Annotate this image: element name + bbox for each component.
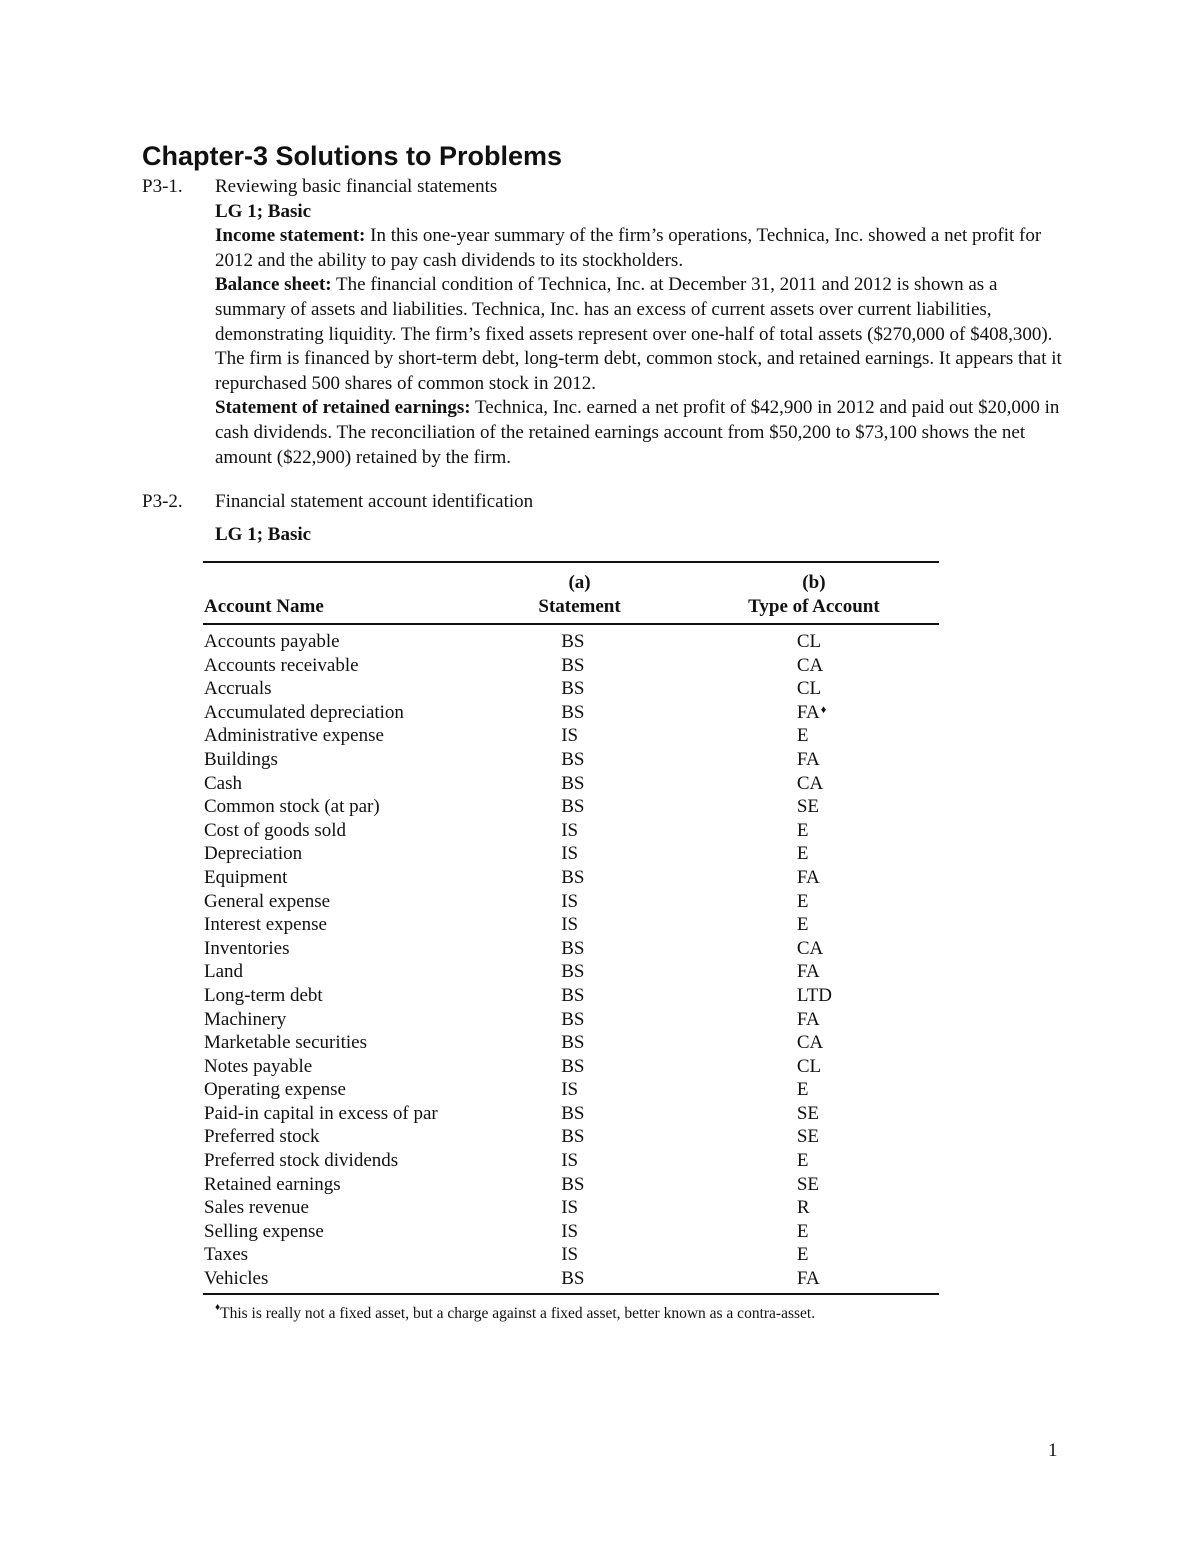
table-row [203, 724, 939, 748]
type-of-account-cell [689, 937, 939, 961]
problem-body [215, 175, 1062, 470]
type-of-account-cell [689, 795, 939, 819]
account-name-cell: Accounts receivable [204, 654, 359, 676]
type-of-account-value: FA [796, 1268, 820, 1290]
problem-number: P3-1. [142, 176, 183, 197]
problem-heading: Reviewing basic financial statements [215, 176, 498, 197]
type-of-account-value: E [796, 1079, 809, 1101]
problem-p3-2 [142, 490, 1062, 547]
table-row [203, 937, 939, 961]
account-name-cell: Accounts payable [204, 631, 340, 652]
account-name-cell: Land [204, 961, 244, 983]
account-name-cell: Cash [204, 772, 242, 794]
type-of-account-cell [689, 1125, 939, 1149]
paragraph-label: Balance sheet: [215, 274, 332, 296]
account-name-cell: Retained earnings [204, 1173, 341, 1195]
statement-cell: BS [561, 1055, 585, 1077]
table-row [203, 795, 939, 819]
table-row [203, 819, 939, 843]
problem-body [215, 490, 1062, 547]
account-name-cell: Long-term debt [204, 984, 323, 1006]
statement-cell: IS [561, 914, 579, 936]
footnote-text: This is really not a fixed asset, but a charge against a fixed asset, better known as a contra-asset. [220, 1305, 816, 1322]
type-of-account-value: FA [796, 1008, 820, 1030]
header-account-name: Account Name [203, 595, 470, 624]
account-name-cell: Preferred stock dividends [204, 1150, 399, 1172]
statement-cell: BS [561, 631, 585, 652]
type-of-account-value: SE [796, 1102, 820, 1124]
statement-cell: BS [561, 701, 585, 723]
statement-cell: IS [561, 1220, 579, 1242]
table-row [203, 866, 939, 890]
type-of-account-cell [689, 772, 939, 796]
type-of-account-cell [689, 842, 939, 866]
statement-cell: IS [561, 1150, 579, 1172]
statement-cell: BS [561, 1032, 585, 1054]
statement-cell: BS [470, 1267, 689, 1294]
table-row [203, 1102, 939, 1126]
type-of-account-value: E [796, 1150, 809, 1172]
type-of-account-value: E [796, 725, 809, 747]
type-of-account-value: FA [796, 866, 820, 888]
type-of-account-cell [689, 984, 939, 1008]
type-of-account-cell [689, 1149, 939, 1173]
account-name-cell: Cost of goods sold [204, 819, 346, 841]
statement-cell: IS [561, 843, 579, 865]
table-row [203, 1267, 939, 1294]
type-of-account-cell [689, 1078, 939, 1102]
problem-p3-1 [142, 175, 1062, 470]
type-of-account-value: LTD [796, 984, 833, 1006]
table-row [203, 1008, 939, 1032]
footnote [214, 1302, 816, 1323]
type-of-account-cell [689, 960, 939, 984]
account-name-cell: Machinery [204, 1008, 287, 1030]
diamond-icon: ♦ [215, 1302, 221, 1313]
statement-cell: BS [561, 866, 585, 888]
table-row [203, 1243, 939, 1267]
table-row [203, 677, 939, 701]
table-row [203, 624, 939, 654]
diamond-icon: ♦ [820, 703, 827, 716]
paragraph-text: The financial condition of Technica, Inc. at December 31, 2011 and 2012 is shown as a summary of assets and liabilities. Technica, Inc. has an excess of current assets over current liabilities, demonstrating liquidity. The firm’s fixed assets represent over one-half of total assets ($270,000 of $408,300). The firm is financed by short-term debt, long-term debt, common stock, and retained earnings. It appears that it repurchased 500 shares of common stock in 2012. [215, 274, 1062, 394]
type-of-account-value: E [796, 914, 809, 936]
type-of-account-value: E [796, 1244, 809, 1266]
type-of-account-value: FA [796, 701, 820, 723]
header-statement: Statement [470, 595, 689, 624]
account-name-cell: Accruals [204, 678, 272, 700]
header-spacer [203, 562, 470, 595]
account-name-cell: Equipment [204, 866, 288, 888]
statement-cell: IS [561, 725, 579, 747]
type-of-account-cell [689, 1267, 939, 1294]
statement-cell: BS [561, 1008, 585, 1030]
header-type-of-account: Type of Account [689, 595, 939, 624]
statement-cell: BS [561, 748, 585, 770]
learning-goal: LG 1; Basic [215, 200, 312, 222]
table-row [203, 890, 939, 914]
type-of-account-value: E [796, 890, 809, 912]
table-row [203, 1173, 939, 1197]
statement-cell: BS [561, 984, 585, 1006]
table-row [203, 1055, 939, 1079]
page-number: 1 [1048, 1440, 1058, 1461]
statement-cell: BS [561, 1126, 585, 1148]
account-name-cell: Operating expense [204, 1079, 346, 1101]
problem-number: P3-2. [142, 491, 183, 512]
statement-cell: BS [561, 678, 585, 700]
type-of-account-value: CA [796, 772, 824, 794]
type-of-account-cell [689, 890, 939, 914]
account-name-cell: Taxes [204, 1244, 249, 1266]
type-of-account-value: CL [796, 678, 822, 700]
account-name-cell: Administrative expense [204, 725, 384, 747]
header-type-letter: (b) [689, 562, 939, 595]
table-row [203, 960, 939, 984]
account-name-cell: Marketable securities [204, 1032, 368, 1054]
paragraph-text: Technica, Inc. earned a net profit of $42,900 in 2012 and paid out $20,000 in cash dividends. The reconciliation of the retained earnings account from $50,200 to $73,100 shows the net amount ($22,900) retained by the firm. [215, 397, 1060, 468]
type-of-account-value: CA [796, 1032, 824, 1054]
type-of-account-cell [689, 624, 939, 654]
paragraph-label: Statement of retained earnings: [215, 397, 471, 419]
type-of-account-cell [689, 913, 939, 937]
statement-cell: IS [561, 1197, 579, 1219]
table-row [203, 1078, 939, 1102]
type-of-account-cell [689, 724, 939, 748]
type-of-account-value: CL [796, 631, 822, 652]
type-of-account-cell [689, 748, 939, 772]
problem-heading: Financial statement account identification [215, 491, 534, 512]
table-row [203, 654, 939, 678]
statement-cell: IS [561, 819, 579, 841]
type-of-account-cell [689, 1008, 939, 1032]
statement-cell: BS [561, 1102, 585, 1124]
type-of-account-cell [689, 819, 939, 843]
statement-cell: BS [561, 796, 585, 818]
type-of-account-value: E [796, 819, 809, 841]
type-of-account-value: E [796, 843, 809, 865]
account-name-cell: Paid-in capital in excess of par [204, 1102, 438, 1124]
statement-cell: IS [561, 890, 579, 912]
account-name-cell: General expense [204, 890, 331, 912]
type-of-account-value: FA [796, 961, 820, 983]
type-of-account-cell [689, 1055, 939, 1079]
account-name-cell: Common stock (at par) [204, 796, 380, 818]
statement-cell: BS [561, 1173, 585, 1195]
income-statement-paragraph [215, 224, 1062, 273]
type-of-account-cell [689, 677, 939, 701]
type-of-account-cell [689, 654, 939, 678]
statement-cell: BS [561, 772, 585, 794]
type-of-account-value: FA [796, 748, 820, 770]
account-name-cell: Depreciation [204, 843, 303, 865]
statement-cell: IS [561, 1079, 579, 1101]
type-of-account-cell [689, 1220, 939, 1244]
balance-sheet-paragraph [215, 273, 1062, 396]
paragraph-label: Income statement: [215, 225, 366, 247]
header-statement-letter: (a) [470, 562, 689, 595]
type-of-account-cell [689, 1196, 939, 1220]
type-of-account-cell [689, 1173, 939, 1197]
table-row [203, 1149, 939, 1173]
table-row [203, 1220, 939, 1244]
statement-cell: IS [561, 1244, 579, 1266]
type-of-account-value: CL [796, 1055, 822, 1077]
type-of-account-value: E [796, 1220, 809, 1242]
account-name-cell: Notes payable [204, 1055, 313, 1077]
table-row [203, 772, 939, 796]
type-of-account-value: SE [796, 1173, 820, 1195]
learning-goal: LG 1; Basic [215, 523, 312, 545]
statement-cell: BS [561, 937, 585, 959]
paragraph-text: In this one-year summary of the firm’s operations, Technica, Inc. showed a net profit for 2012 and the ability to pay cash dividends to its stockholders. [215, 225, 1042, 271]
table-row [203, 842, 939, 866]
statement-cell: BS [561, 961, 585, 983]
type-of-account-value: CA [796, 937, 824, 959]
page-title: Chapter-3 Solutions to Problems [142, 141, 563, 171]
type-of-account-cell [689, 866, 939, 890]
retained-earnings-paragraph [215, 396, 1062, 470]
table-row [203, 748, 939, 772]
type-of-account-value: SE [796, 796, 820, 818]
table-body [203, 624, 939, 1294]
account-name-cell: Selling expense [204, 1220, 324, 1242]
account-name-cell: Inventories [204, 937, 290, 959]
type-of-account-cell [689, 1243, 939, 1267]
account-table [203, 561, 939, 1295]
account-name-cell: Preferred stock [204, 1126, 320, 1148]
statement-cell: BS [561, 654, 585, 676]
account-name-cell: Accumulated depreciation [204, 701, 404, 723]
table-row [203, 1031, 939, 1055]
table-row [203, 984, 939, 1008]
account-name-cell: Interest expense [204, 914, 327, 936]
table-row [203, 701, 939, 725]
type-of-account-value: SE [796, 1126, 820, 1148]
type-of-account-cell [689, 1102, 939, 1126]
table-row [203, 1196, 939, 1220]
type-of-account-cell [689, 701, 939, 725]
type-of-account-value: CA [796, 654, 824, 676]
type-of-account-value: R [796, 1197, 810, 1219]
account-name-cell: Sales revenue [204, 1197, 309, 1219]
table-row [203, 1125, 939, 1149]
table-row [203, 913, 939, 937]
type-of-account-cell [689, 1031, 939, 1055]
account-name-cell: Vehicles [203, 1267, 470, 1294]
account-name-cell: Buildings [204, 748, 278, 770]
